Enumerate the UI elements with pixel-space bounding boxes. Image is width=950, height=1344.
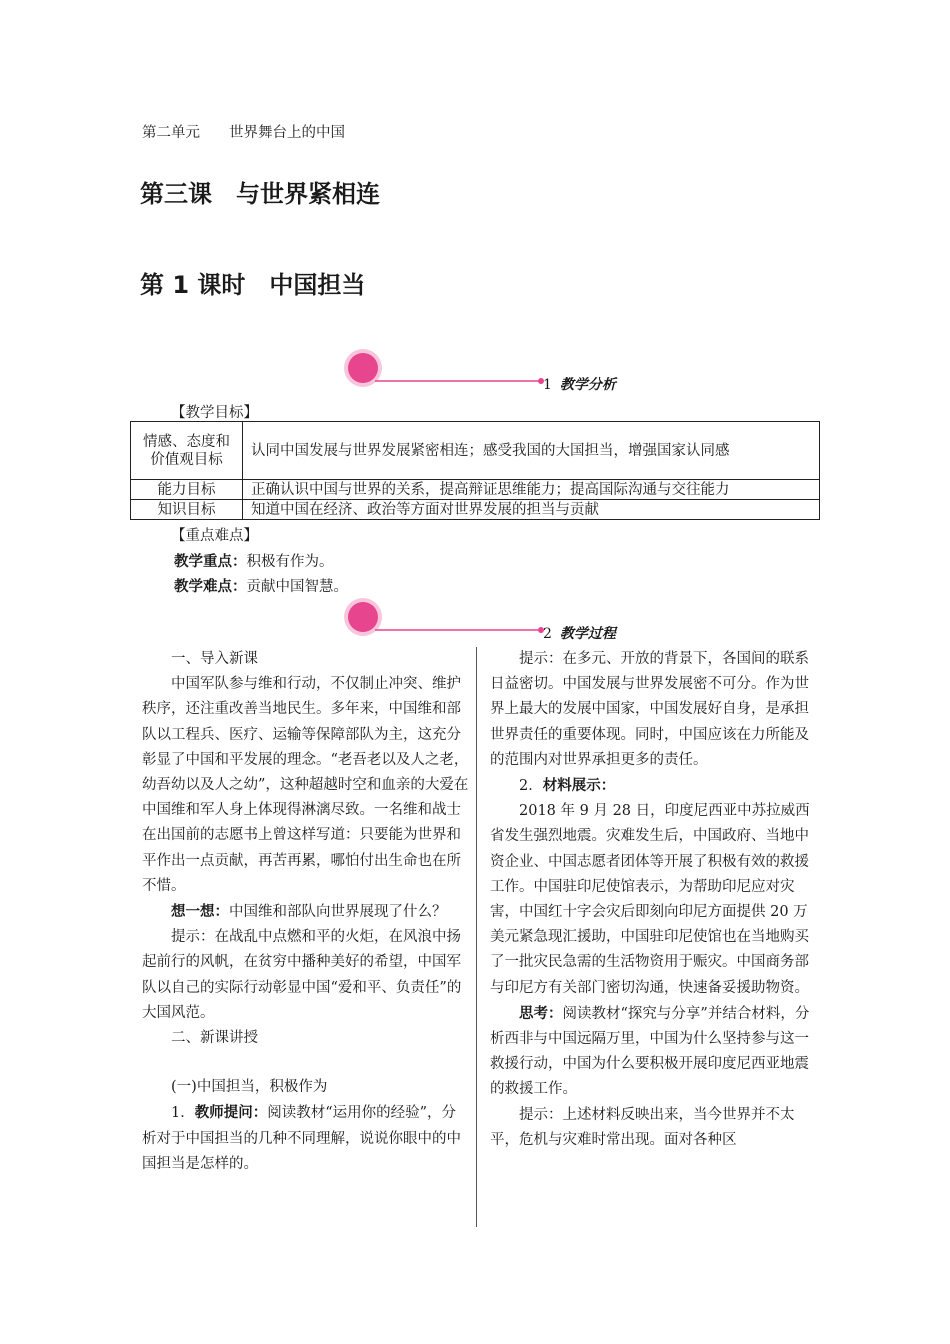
section-title: 教学过程	[559, 626, 616, 642]
teaching-focus	[174, 550, 334, 571]
section-header-analysis	[343, 349, 763, 393]
section-number: 1	[543, 377, 552, 393]
item-prefix: 2．	[519, 778, 543, 795]
paragraph	[142, 899, 470, 925]
question-label: 教师提问：	[194, 1104, 268, 1122]
section-header-process	[343, 598, 763, 642]
column-divider	[476, 647, 477, 1227]
goal-value: 认同中国发展与世界发展紧密相连；感受我国的大国担当，增强国家认同感	[243, 422, 820, 480]
paragraph	[490, 773, 818, 799]
right-column	[490, 647, 818, 1153]
unit-heading: 第二单元 世界舞台上的中国	[142, 125, 345, 141]
goals-heading: 【教学目标】	[171, 405, 258, 421]
paragraph: 提示：在战乱中点燃和平的火炬，在风浪中扬起前行的风帆，在贫穷中播种美好的希望，中国军队以自己的实际行动彰显中国“爱和平、负责任”的大国风范。	[142, 929, 462, 1021]
paragraph: 提示：在多元、开放的背景下，各国间的联系日益密切。中国发展与世界发展密不可分。作为世界上最大的发展中国家，中国发展好自身，是承担世界责任的重要体现。同时，中国应该在力所能及的范围内对世界承担更多的责任。	[490, 651, 809, 768]
paragraph	[142, 1100, 470, 1177]
item-prefix: 1．	[171, 1105, 195, 1122]
keypoints-heading: 【重点难点】	[171, 528, 258, 544]
paragraph: 中国军队参与维和行动，不仅制止冲突、维护秩序，还注重改善当地民生。多年来，中国维和部队以工程兵、医疗、运输等保障部队为主，这充分彰显了中国和平发展的理念。“老吾老以及人之老，幼吾幼以及人之幼”，这种超越时空和血亲的大爱在中国维和军人身上体现得淋漓尽致。一名维和战士在出国前的志愿书上曾这样写道：只要能为世界和平作出一点贡献，再苦再累，哪怕付出生命也在所不惜。	[142, 676, 469, 894]
difficulty-text: 贡献中国智慧。	[246, 579, 348, 595]
difficulty-label: 教学难点：	[174, 578, 247, 595]
paragraph: 二、新课讲授	[171, 1030, 258, 1047]
paragraph: 2018 年 9 月 28 日，印度尼西亚中苏拉威西省发生强烈地震。灾难发生后，中国政府、当地中资企业、中国志愿者团体等开展了积极有效的救援工作。中国驻印尼使馆表示，为帮助印尼应对灾害，中国红十字会灾后即刻向印尼方面提供 20 万美元紧急现汇援助，中国驻印尼使馆也在当地购买了一批灾民急需的生活物资用于赈灾。中国商务部与印尼方有关部门密切沟通，快速备妥援助物资。	[490, 803, 810, 996]
table-row	[131, 500, 820, 520]
lesson-title: 第三课 与世界紧相连	[140, 180, 380, 208]
think-label: 想一想：	[171, 903, 229, 921]
teaching-difficulty	[174, 575, 348, 596]
paragraph	[490, 1001, 818, 1103]
reflect-text: 阅读教材“探究与分享”并结合材料，分析西非与中国远隔万里，中国为什么坚持参与这一救援行动，中国为什么要积极开展印度尼西亚地震的救援工作。	[490, 1005, 810, 1098]
goal-key: 能力目标	[131, 480, 243, 500]
table-row	[131, 422, 820, 480]
paragraph: 一、导入新课	[171, 651, 258, 667]
focus-text: 积极有作为。	[246, 554, 334, 570]
question-text: 阅读教材“运用你的经验”，分析对于中国担当的几种不同理解，说说你眼中的中国担当是怎样的。	[142, 1105, 461, 1172]
focus-label: 教学重点：	[174, 553, 247, 570]
goal-key: 情感、态度和价值观目标	[131, 422, 243, 480]
goals-table	[130, 421, 820, 520]
table-row	[131, 480, 820, 500]
goal-key: 知识目标	[131, 500, 243, 520]
section-number: 2	[543, 626, 552, 642]
session-title: 第 1 课时 中国担当	[140, 271, 366, 299]
goal-value: 正确认识中国与世界的关系，提高辩证思维能力；提高国际沟通与交往能力	[243, 480, 820, 500]
section-ornament-icon	[343, 598, 573, 642]
section-title: 教学分析	[559, 377, 616, 393]
material-label: 材料展示：	[542, 777, 616, 795]
paragraph: (一)中国担当，积极作为	[171, 1079, 328, 1096]
goal-value: 知道中国在经济、政治等方面对世界发展的担当与贡献	[243, 500, 820, 520]
section-ornament-icon	[343, 349, 573, 393]
paragraph: 提示：上述材料反映出来，当今世界并不太平，危机与灾难时常出现。面对各种区	[490, 1106, 795, 1148]
left-column	[142, 647, 470, 1177]
think-text: 中国维和部队向世界展现了什么？	[229, 904, 447, 921]
reflect-label: 思考：	[519, 1004, 563, 1022]
